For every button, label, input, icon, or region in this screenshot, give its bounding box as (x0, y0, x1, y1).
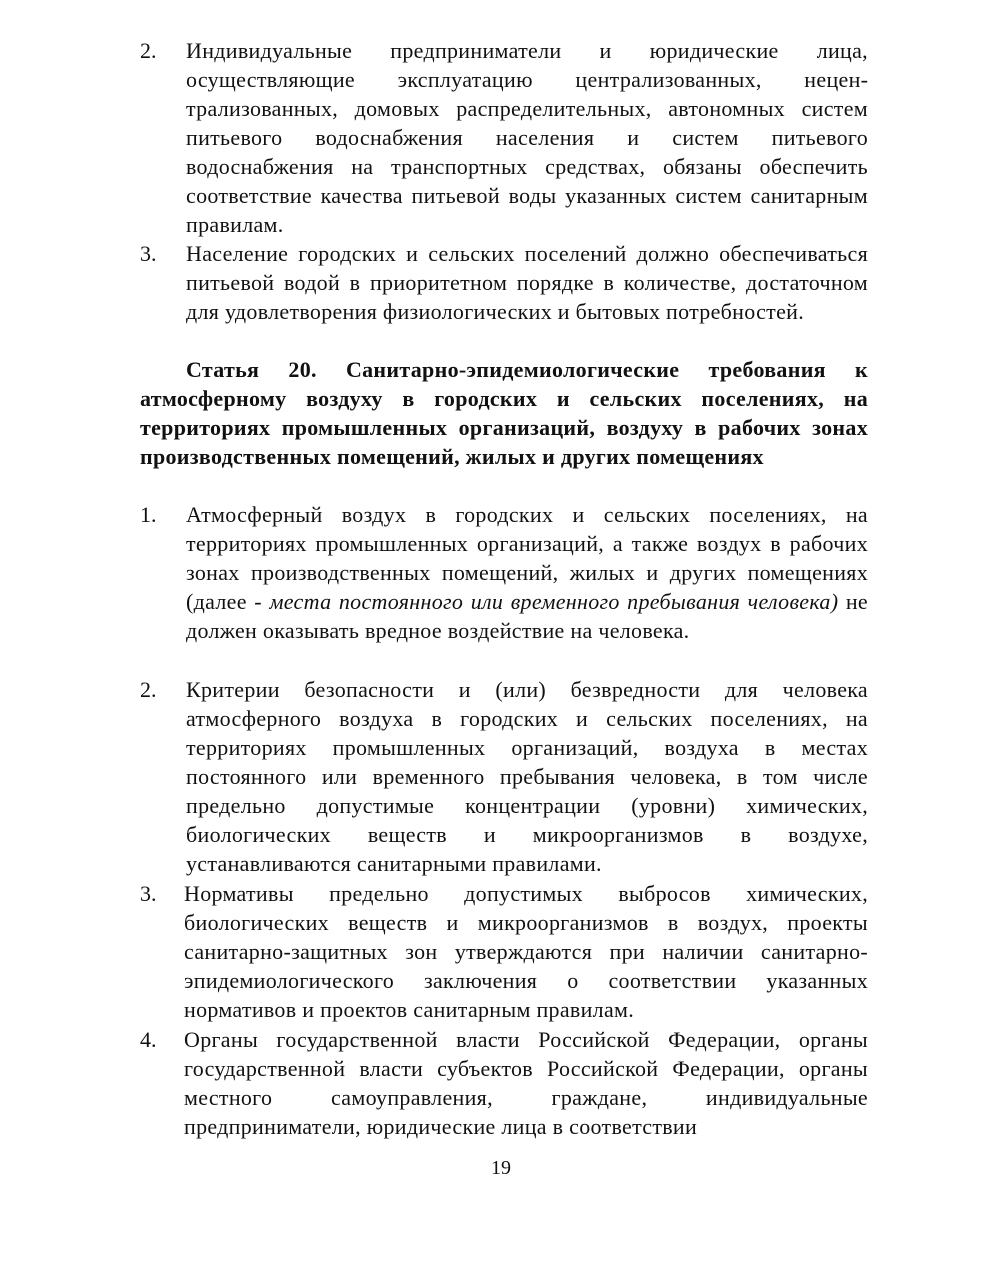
list-item-number: 3. (140, 241, 157, 266)
list-item-text: Нормативы предельно допустимых выбросов химических, биологических веществ и микроорганизмов в воздух, проекты санитарно-защитных зон утверждаются при наличии санитарно-эпидемиологического заключения о соответствии указанных нормативов и проектов санитарным правилам. (184, 881, 868, 1022)
list-item-number: 3. (140, 881, 157, 906)
list-item-text-part: не должен оказывать вредное воздействие на человека. (186, 589, 868, 643)
list-item-italic-text: места постоянного или временного пребывания человека) (269, 589, 839, 614)
list-item-number: 2. (140, 677, 157, 702)
list-item-text (186, 500, 868, 645)
list-item (140, 675, 868, 878)
article-heading: Статья 20. Санитарно-эпидемиологические требования к атмосферному воздуху в городских и сельских поселениях, на территориях промышленных организаций, воздуху в рабочих зонах производственных помещений, жилых и других помещениях (140, 357, 868, 469)
list-item-text: Органы государственной власти Российской Федерации, органы государственной власти субъектов Российской Федерации, органы местного самоуправления, граждане, индивидуальные предприниматели, юридические лица в соответствии (184, 1027, 868, 1139)
list-item-text: Население городских и сельских поселений должно обеспечиваться питьевой водой в приоритетном порядке в количестве, достаточном для удовлетворения физиологических и бытовых потребностей. (186, 241, 868, 324)
list-item-number: 2. (140, 38, 157, 63)
list-item (140, 239, 868, 326)
list-item (140, 500, 868, 645)
list-item-text: Критерии безопасности и (или) безвредности для человека атмосферного воздуха в городских и сельских поселениях, на территориях промышленных организаций, воздуха в местах постоянного или временного пребывания человека, в том числе предельно допустимые концентрации (уровни) химических, биологических веществ и микроорганизмов в воздухе, устанавливаются санитарными правилами. (186, 677, 868, 876)
list-item (140, 879, 868, 1024)
list-item (140, 1025, 868, 1141)
page-number: 19 (491, 1157, 511, 1179)
list-item-number: 4. (140, 1027, 157, 1052)
list-item-text: Индивидуальные предприниматели и юридические лица, осуществляющие эксплуатацию централизованных, нецентрализованных, домовых распределительных, автономных систем питьевого водоснабжения населения и систем питьевого водоснабжения на транспортных средствах, обязаны обеспечить соответствие качества питьевой воды указанных систем санитарным правилам. (186, 38, 868, 237)
list-item (140, 36, 868, 239)
list-item-number: 1. (140, 502, 157, 527)
list-item-text-part: Атмосферный воздух в городских и сельских поселениях, на территориях промышленных организаций, а также воздух в рабочих зонах производственных помещений, жилых и других помещениях (далее - (186, 502, 868, 614)
